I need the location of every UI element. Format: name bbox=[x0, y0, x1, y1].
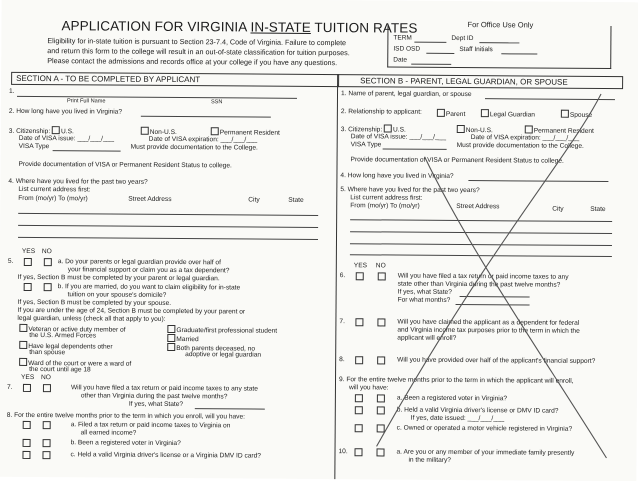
b-q6-line2: state other than Virginia during the past twelve months? bbox=[397, 280, 561, 289]
a-ssn-caption: SSN bbox=[210, 99, 223, 106]
intro-line-1: Eligibility for in-state tuition is pursuant to Section 23-7.4, Code of Virginia. Failure to complete bbox=[47, 36, 347, 48]
b-spouse-option[interactable]: Spouse bbox=[561, 110, 592, 119]
a-perm-option[interactable]: Permanent Resident bbox=[211, 127, 280, 136]
a-q5a-yes-box[interactable] bbox=[24, 258, 33, 267]
office-dept-label: Dept ID bbox=[451, 34, 474, 43]
a-q3-text: 3. Citizenship: U.S. bbox=[8, 127, 74, 136]
office-use-box bbox=[387, 24, 611, 69]
b-provide-doc: Provide documentation of VISA or Permanent Resident Status to college. bbox=[350, 156, 564, 165]
a-yes-header-2: YES bbox=[21, 373, 35, 382]
office-date-label: Date bbox=[393, 56, 408, 64]
a-q7-line1: Will you have filed a tax return or paid income taxes to any state bbox=[70, 384, 258, 393]
b-q9b-no-box[interactable] bbox=[377, 406, 386, 415]
b-parent-option[interactable]: Parent bbox=[437, 109, 465, 118]
b-legal-option[interactable]: Legal Guardian bbox=[481, 109, 535, 118]
a-q7-line2: other than Virginia during the past twelve months? bbox=[80, 392, 228, 401]
a-q8c-no-box[interactable] bbox=[42, 451, 51, 460]
b-q8-no-box[interactable] bbox=[377, 356, 386, 365]
office-initials-label: Staff Initials bbox=[459, 45, 493, 54]
b-nonus-option[interactable]: Non-U.S. bbox=[457, 125, 493, 134]
a-q8a-line2: all earned income? bbox=[80, 429, 137, 437]
section-a-header: SECTION A - TO BE COMPLETED BY APPLICANT bbox=[11, 72, 339, 87]
b-q5-text: 5. Where have you lived for the past two years? bbox=[340, 186, 480, 195]
a-provide-doc: Provide documentation of VISA or Permanent Resident Status to college. bbox=[18, 160, 232, 170]
b-visa-issue: Date of VISA issue: ___/___/___ bbox=[350, 133, 447, 141]
a-q5a-line1: a. Do your parents or legal guardian provide over half of bbox=[57, 258, 221, 267]
a-print-name-caption: Print Full Name bbox=[66, 98, 106, 105]
section-b-header: SECTION B - PARENT, LEGAL GUARDIAN, OR SPOUSE bbox=[337, 74, 623, 89]
b-q9c-text: c. Owned or operated a motor vehicle registered in Virginia? bbox=[396, 424, 573, 433]
b-yes-header: YES bbox=[353, 262, 368, 270]
b-q10-yes-box[interactable] bbox=[354, 448, 363, 457]
b-q9c-no-box[interactable] bbox=[377, 424, 386, 433]
b-no-header: NO bbox=[375, 262, 386, 270]
a-q8c-yes-box[interactable] bbox=[22, 451, 31, 460]
a-q8b-no-box[interactable] bbox=[43, 439, 52, 448]
a-opt-grad[interactable]: Graduate/first professional student bbox=[167, 325, 277, 335]
b-q9a-yes-box[interactable] bbox=[355, 394, 364, 403]
a-q8c-text: c. Held a valid Virginia driver's license or a Virginia DMV ID card? bbox=[70, 451, 261, 460]
a-q5b-yes-box[interactable] bbox=[24, 283, 33, 292]
b-q8-text: Will you have provided over half of the applicant's financial support? bbox=[397, 356, 596, 365]
a-q8a-yes-box[interactable] bbox=[23, 421, 32, 430]
b-perm-option[interactable]: Permanent Resident bbox=[525, 125, 594, 134]
a-opt-veteran-2: the U.S. Armed Forces bbox=[29, 331, 97, 340]
a-visa-type: VISA Type bbox=[18, 142, 50, 151]
a-q5a-line2: your financial support or claim you as a tax dependent? bbox=[67, 266, 230, 275]
b-q9b-yes-box[interactable] bbox=[355, 406, 364, 415]
b-city-header: City bbox=[552, 205, 564, 213]
b-q7-line1: Will you have claimed the applicant as a dependent for federal bbox=[397, 318, 580, 327]
a-opt-dependents[interactable]: Have legal dependents other bbox=[19, 341, 112, 351]
b-visa-exp: Date of VISA expiration: ___/___/___ bbox=[470, 134, 580, 142]
intro-line-2: and return this form to the college will result in an out-of-state classification for tuition purposes. bbox=[47, 46, 350, 58]
a-opt-dependents-2: than spouse bbox=[29, 348, 66, 357]
b-visa-type: VISA Type bbox=[350, 141, 382, 149]
a-q5c-line1: If you are under the age of 24, Section B must be completed by your parent or bbox=[17, 306, 246, 316]
b-from-to: From (mo/yr) To (mo/yr) bbox=[350, 202, 420, 210]
b-q9c-yes-box[interactable] bbox=[355, 424, 364, 433]
a-street-header: Street Address bbox=[128, 195, 172, 203]
a-q7-number: 7. bbox=[6, 383, 13, 391]
a-q5b-line1: b. If you are married, do you want to claim eligibility for in-state bbox=[57, 283, 241, 292]
a-q5a-line3: If yes, Section B must be completed by your parent or legal guardian. bbox=[17, 273, 220, 283]
b-must-doc: Must provide documentation to the College. bbox=[456, 141, 584, 150]
b-q9b-line2: If yes, date issued: ___/___/___ bbox=[410, 414, 505, 423]
b-q10-number: 10. bbox=[338, 448, 348, 456]
b-q7-line2: and Virginia income tax purposes prior to the term in which the bbox=[397, 326, 580, 335]
a-opt-deceased[interactable]: Both parents deceased, no bbox=[167, 343, 255, 353]
b-q9a-text: a. Been a registered voter in Virginia? bbox=[396, 394, 508, 403]
office-isd-label: ISD OSD bbox=[393, 45, 421, 53]
b-us-checkbox[interactable] bbox=[384, 124, 392, 132]
b-q9a-no-box[interactable] bbox=[377, 394, 386, 403]
b-q6-yes-box[interactable] bbox=[356, 272, 365, 281]
a-q5b-line2: tuition on your spouse's domicile? bbox=[67, 291, 167, 299]
a-city-header: City bbox=[248, 196, 260, 204]
a-nonus-option[interactable]: Non-U.S. bbox=[141, 127, 177, 136]
a-yes-header: YES bbox=[21, 247, 36, 256]
a-us-checkbox[interactable] bbox=[52, 126, 60, 134]
b-q9-line1: 9. For the entire twelve months prior to the term in which the applicant will enroll, bbox=[338, 376, 574, 385]
a-from-to: From (mo/yr) To (mo/yr) bbox=[18, 194, 88, 203]
b-q8-yes-box[interactable] bbox=[355, 356, 364, 365]
a-q8a-line1: a. Filed a tax return or paid income taxes to Virginia on bbox=[70, 421, 231, 430]
office-term-label: TERM bbox=[393, 34, 412, 42]
b-q8-number: 8. bbox=[339, 356, 345, 364]
b-q7-number: 7. bbox=[339, 318, 345, 326]
a-q5a-no-box[interactable] bbox=[44, 258, 53, 267]
b-list-current: List current address first: bbox=[350, 194, 423, 202]
a-q5c-line2: legal guardian, unless (check all that apply to you): bbox=[17, 314, 166, 323]
b-q6-line4: For what months? bbox=[397, 296, 451, 304]
b-q10-line2: in the military? bbox=[408, 456, 452, 464]
a-must-doc: Must provide documentation to the College. bbox=[130, 143, 258, 152]
b-q4-text: 4. How long have you lived in Virginia? bbox=[340, 172, 454, 180]
a-no-header: NO bbox=[41, 248, 52, 256]
a-q7-no-box[interactable] bbox=[43, 384, 52, 393]
a-q4-text: 4. Where have you lived for the past two years? bbox=[8, 177, 148, 186]
b-q3-text: 3. Citizenship: U.S. bbox=[340, 126, 406, 134]
b-q9b-line1: b. Held a valid Virginia driver's license or DMV ID card? bbox=[396, 406, 559, 415]
a-q8-text: 8. For the entire twelve months prior to the term in which you enroll, will you have: bbox=[6, 411, 246, 421]
b-q6-number: 6. bbox=[339, 272, 346, 280]
b-state-header: State bbox=[590, 205, 606, 214]
a-q2-text: 2. How long have you lived in Virginia? bbox=[8, 107, 123, 116]
a-q7-yes-box[interactable] bbox=[23, 384, 32, 393]
b-q6-line1: Will you have filed a tax return or paid income taxes to any bbox=[397, 272, 569, 281]
a-q1-number: 1. bbox=[9, 87, 15, 95]
b-q6-no-box[interactable] bbox=[378, 272, 387, 281]
a-opt-veteran[interactable]: Veteran or active duty member of bbox=[19, 324, 125, 334]
b-q7-yes-box[interactable] bbox=[355, 318, 364, 327]
a-opt-deceased-2: adoptive or legal guardian bbox=[185, 351, 262, 359]
a-q5b-line3: If yes, Section B must be completed by your spouse. bbox=[17, 298, 172, 307]
column-divider bbox=[334, 85, 338, 479]
a-q8b-text: b. Been a registered voter in Virginia? bbox=[70, 439, 181, 448]
a-q8b-yes-box[interactable] bbox=[23, 439, 32, 448]
b-q2-text: 2. Relationship to applicant: bbox=[340, 108, 422, 116]
a-q8a-no-box[interactable] bbox=[43, 421, 52, 430]
a-visa-issue: Date of VISA issue: ___/___/___ bbox=[18, 134, 115, 143]
a-q5b-no-box[interactable] bbox=[44, 283, 53, 292]
a-opt-ward[interactable]: Ward of the court or were a ward of bbox=[19, 358, 131, 368]
b-q1-text: 1. Name of parent, legal guardian, or spouse bbox=[340, 90, 472, 99]
b-street-header: Street Address bbox=[456, 202, 500, 211]
a-opt-married[interactable]: Married bbox=[167, 334, 198, 343]
a-q7-line3: If yes, what State? bbox=[128, 400, 184, 409]
b-q9-line2: will you have: bbox=[348, 384, 389, 392]
a-list-current: List current address first: bbox=[18, 185, 91, 194]
b-q6-line3: If yes, what State? bbox=[397, 288, 452, 296]
a-visa-exp: Date of VISA expiration: ___/___/___ bbox=[148, 135, 258, 144]
a-q5-number: 5. bbox=[7, 257, 14, 265]
a-no-header-2: NO bbox=[41, 374, 51, 382]
b-q7-line3: applicant will enroll? bbox=[397, 334, 457, 342]
a-opt-ward-2: the court until age 18 bbox=[29, 365, 91, 374]
office-use-title: For Office Use Only bbox=[464, 20, 536, 30]
a-state-header: State bbox=[288, 196, 304, 204]
b-q10-no-box[interactable] bbox=[376, 448, 385, 457]
b-q10-line1: a. Are you or any member of your immediate family presently bbox=[396, 448, 575, 457]
intro-line-3: Please contact the admissions and records office at your college if you have any questions. bbox=[47, 56, 338, 68]
form-title: APPLICATION FOR VIRGINIA IN-STATE TUITION RATES bbox=[61, 18, 418, 36]
b-q7-no-box[interactable] bbox=[377, 318, 386, 327]
